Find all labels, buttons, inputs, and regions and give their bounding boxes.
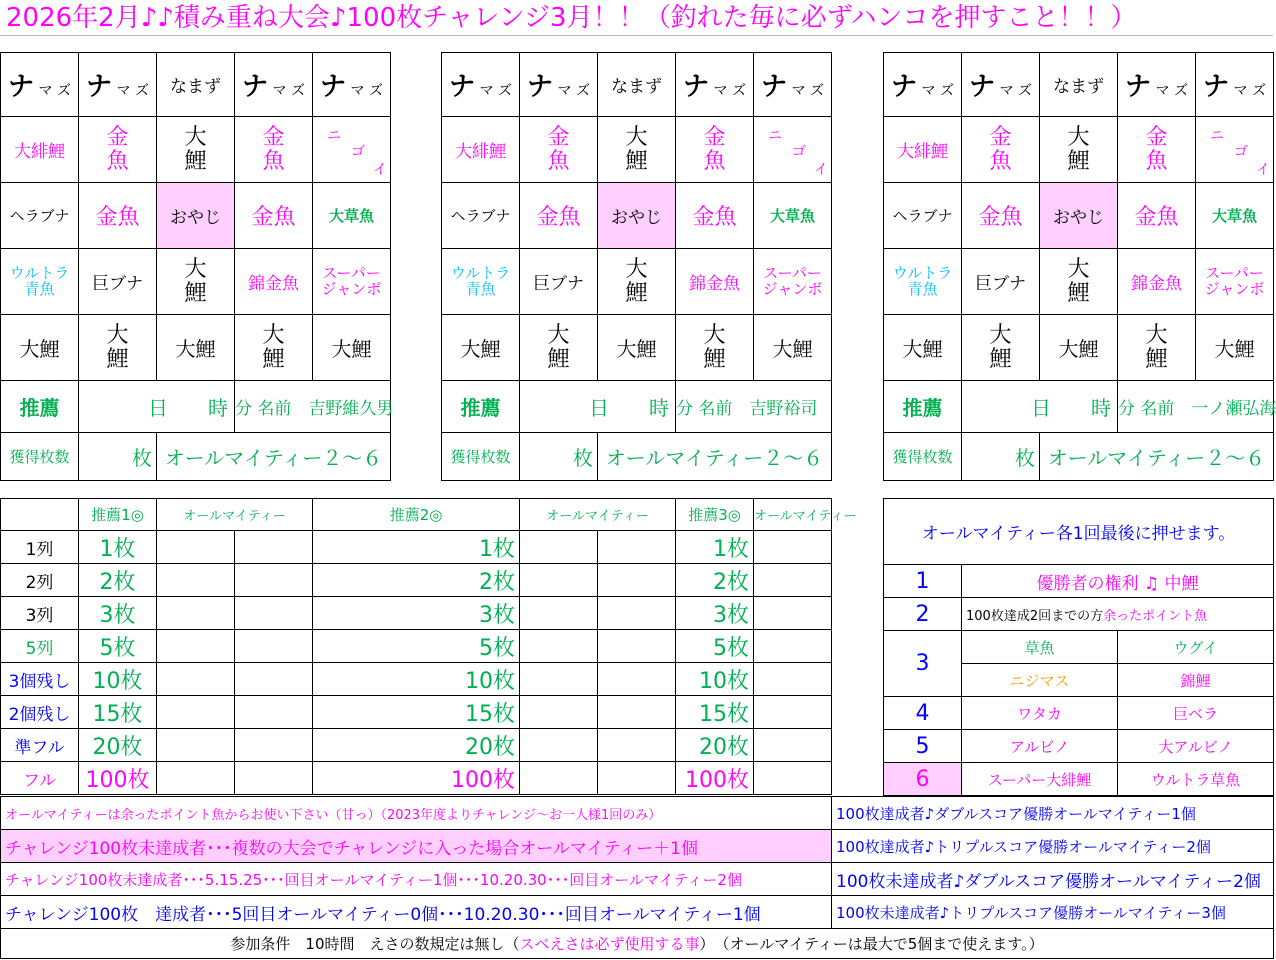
score-rec2-value: 5枚 xyxy=(313,630,520,663)
bingo-board-1 xyxy=(0,52,394,481)
score-rec2-value: 1枚 xyxy=(313,531,520,564)
board-3-allmighty: オールマイティー２～６ xyxy=(1040,433,1274,481)
right-3b: ウグイ xyxy=(1118,631,1274,664)
note-right-2: 100枚達成者♪トリプルスコア優勝オールマイティー2個 xyxy=(832,830,1274,863)
board-3-name: 分 名前 一ノ瀬弘海 xyxy=(1118,381,1274,433)
score-row-label: 5列 xyxy=(1,630,79,663)
board-3-cell-1-1: 金 魚 xyxy=(962,117,1040,183)
board-1-cell-3-2: 大 鯉 xyxy=(157,249,235,315)
score-am2-a xyxy=(520,729,598,762)
board-2-cell-3-4: スーパー ジャンボ xyxy=(754,249,832,315)
notes-table xyxy=(0,796,1274,959)
score-am1-a xyxy=(157,663,235,696)
board-2-cell-0-0: ナ マ ズ xyxy=(442,53,520,117)
board-3-cell-2-1: 金魚 xyxy=(962,183,1040,249)
board-3-cell-1-3: 金 魚 xyxy=(1118,117,1196,183)
board-2-cell-0-2: なまず xyxy=(598,53,676,117)
score-am2-b xyxy=(598,729,676,762)
board-1-cell-2-4: 大草魚 xyxy=(313,183,391,249)
board-2-cell-3-0: ウルトラ 青魚 xyxy=(442,249,520,315)
board-2-cell-1-0: 大緋鯉 xyxy=(442,117,520,183)
rights-header: オールマイティー各1回最後に押せます。 xyxy=(884,499,1274,565)
board-2-name: 分 名前 吉野裕司 xyxy=(676,381,832,433)
board-3-cell-0-4: ナ マ ズ xyxy=(1196,53,1274,117)
score-rec1-value: 3枚 xyxy=(79,597,157,630)
board-2-cell-2-0: ヘラブナ xyxy=(442,183,520,249)
score-am2-b xyxy=(598,564,676,597)
board-2-cell-0-1: ナ マ ズ xyxy=(520,53,598,117)
right-num-3: 3 xyxy=(884,631,962,697)
score-rec3-value: 3枚 xyxy=(676,597,754,630)
score-am2-b xyxy=(598,531,676,564)
board-3-cell-4-4: 大鯉 xyxy=(1196,315,1274,381)
board-1-count-unit: 枚 xyxy=(79,433,157,481)
board-1-cell-0-3: ナ マ ズ xyxy=(235,53,313,117)
board-2-recommend: 推薦 xyxy=(442,381,520,433)
board-2-cell-1-2: 大 鯉 xyxy=(598,117,676,183)
note-left-2: チャレンジ100枚未達成者･･･複数の大会でチャレンジに入った場合オールマイティー＋1個 xyxy=(1,830,832,863)
board-1-cell-4-4: 大鯉 xyxy=(313,315,391,381)
board-1-count-label: 獲得枚数 xyxy=(1,433,79,481)
score-row-label: 2個残し xyxy=(1,696,79,729)
right-4b: 巨ベラ xyxy=(1118,697,1274,730)
board-3-cell-2-4: 大草魚 xyxy=(1196,183,1274,249)
score-am3 xyxy=(754,762,832,795)
board-2-allmighty: オールマイティー２～６ xyxy=(598,433,832,481)
board-1-datetime: 日 時 xyxy=(79,381,235,433)
score-am1-b xyxy=(235,531,313,564)
right-1: 優勝者の権利 ♫ 中鯉 xyxy=(962,565,1274,598)
score-row-label: 3列 xyxy=(1,597,79,630)
board-2-cell-2-2: おやじ xyxy=(598,183,676,249)
score-table xyxy=(0,498,857,795)
board-2-cell-4-2: 大鯉 xyxy=(598,315,676,381)
board-3-cell-4-3: 大 鯉 xyxy=(1118,315,1196,381)
board-1-recommend: 推薦 xyxy=(1,381,79,433)
board-2-cell-0-4: ナ マ ズ xyxy=(754,53,832,117)
rights-table xyxy=(883,498,1274,796)
score-am3 xyxy=(754,531,832,564)
board-2-cell-2-3: 金魚 xyxy=(676,183,754,249)
board-3-cell-1-0: 大緋鯉 xyxy=(884,117,962,183)
score-am2-a xyxy=(520,597,598,630)
score-am1-a xyxy=(157,630,235,663)
board-3-cell-3-4: スーパー ジャンボ xyxy=(1196,249,1274,315)
board-1-cell-0-2: なまず xyxy=(157,53,235,117)
score-rec3-value: 20枚 xyxy=(676,729,754,762)
score-rec1-value: 15枚 xyxy=(79,696,157,729)
board-1-cell-2-0: ヘラブナ xyxy=(1,183,79,249)
board-1-cell-3-4: スーパー ジャンボ xyxy=(313,249,391,315)
right-3d: 錦鯉 xyxy=(1118,664,1274,697)
footer: 参加条件 10時間 えさの数規定は無し（スベえさは必ず使用する事） （オールマイティーは最大で5個まで使えます。） xyxy=(1,929,1274,959)
score-am1-a xyxy=(157,729,235,762)
score-rec3-value: 100枚 xyxy=(676,762,754,795)
board-1-cell-1-2: 大 鯉 xyxy=(157,117,235,183)
score-rec3-value: 15枚 xyxy=(676,696,754,729)
right-num-1: 1 xyxy=(884,565,962,598)
board-1-cell-1-1: 金 魚 xyxy=(79,117,157,183)
board-3-cell-0-1: ナ マ ズ xyxy=(962,53,1040,117)
score-rec2-value: 20枚 xyxy=(313,729,520,762)
board-3-cell-4-1: 大 鯉 xyxy=(962,315,1040,381)
board-3-cell-3-3: 錦金魚 xyxy=(1118,249,1196,315)
board-1-cell-3-0: ウルトラ 青魚 xyxy=(1,249,79,315)
score-am2-b xyxy=(598,597,676,630)
score-am1-b xyxy=(235,564,313,597)
right-6a: スーパー大緋鯉 xyxy=(962,763,1118,796)
score-rec2-value: 2枚 xyxy=(313,564,520,597)
right-6b: ウルトラ草魚 xyxy=(1118,763,1274,796)
score-rec1-value: 100枚 xyxy=(79,762,157,795)
score-header-rec2: 推薦2◎ xyxy=(313,499,520,531)
board-3-cell-2-2: おやじ xyxy=(1040,183,1118,249)
score-am2-b xyxy=(598,696,676,729)
board-2-cell-4-4: 大鯉 xyxy=(754,315,832,381)
board-3-cell-3-2: 大 鯉 xyxy=(1040,249,1118,315)
score-rec1-value: 20枚 xyxy=(79,729,157,762)
right-num-5: 5 xyxy=(884,730,962,763)
score-am1-b xyxy=(235,762,313,795)
board-3-count-label: 獲得枚数 xyxy=(884,433,962,481)
score-row-label: 準フル xyxy=(1,729,79,762)
score-am1-a xyxy=(157,597,235,630)
note-right-1: 100枚達成者♪ダブルスコア優勝オールマイティー1個 xyxy=(832,797,1274,830)
board-2-cell-3-1: 巨ブナ xyxy=(520,249,598,315)
score-am2-a xyxy=(520,564,598,597)
score-am1-b xyxy=(235,729,313,762)
board-1-cell-2-1: 金魚 xyxy=(79,183,157,249)
score-am2-a xyxy=(520,531,598,564)
board-2-cell-1-1: 金 魚 xyxy=(520,117,598,183)
score-am2-b xyxy=(598,663,676,696)
board-2-cell-3-2: 大 鯉 xyxy=(598,249,676,315)
score-rec1-value: 10枚 xyxy=(79,663,157,696)
score-am3 xyxy=(754,729,832,762)
board-3-cell-1-2: 大 鯉 xyxy=(1040,117,1118,183)
right-2: 100枚達成2回までの方余ったポイント魚 xyxy=(962,598,1274,631)
board-1-cell-4-1: 大 鯉 xyxy=(79,315,157,381)
board-1-cell-3-3: 錦金魚 xyxy=(235,249,313,315)
board-2-cell-2-4: 大草魚 xyxy=(754,183,832,249)
board-3-recommend: 推薦 xyxy=(884,381,962,433)
score-header-am3: オールマイティー xyxy=(754,499,832,531)
board-2-cell-0-3: ナ マ ズ xyxy=(676,53,754,117)
board-3-cell-1-4: ニ ゴ イ xyxy=(1196,117,1274,183)
right-5b: 大アルビノ xyxy=(1118,730,1274,763)
note-left-3: チャレンジ100枚未達成者･･･5.15.25･･･回目オールマイティー1個･･･10.20.30･･･回目オールマイティー2個 xyxy=(1,863,832,896)
score-am2-a xyxy=(520,696,598,729)
board-3-cell-3-1: 巨ブナ xyxy=(962,249,1040,315)
board-3-datetime: 日 時 xyxy=(962,381,1118,433)
score-row-label: 2列 xyxy=(1,564,79,597)
score-am2-a xyxy=(520,630,598,663)
board-1-cell-2-2: おやじ xyxy=(157,183,235,249)
score-rec2-value: 15枚 xyxy=(313,696,520,729)
board-1-name: 分 名前 吉野維久男 xyxy=(235,381,391,433)
board-2-cell-1-3: 金 魚 xyxy=(676,117,754,183)
right-num-2: 2 xyxy=(884,598,962,631)
score-am1-a xyxy=(157,531,235,564)
board-1-cell-4-3: 大 鯉 xyxy=(235,315,313,381)
score-am2-b xyxy=(598,762,676,795)
right-3c: ニジマス xyxy=(962,664,1118,697)
board-3-cell-3-0: ウルトラ 青魚 xyxy=(884,249,962,315)
score-am1-a xyxy=(157,762,235,795)
note-left-1: オールマイティーは余ったポイント魚からお使い下さい（甘っ）（2023年度よりチャレンジ～お一人様1回のみ） xyxy=(1,797,832,830)
score-rec2-value: 100枚 xyxy=(313,762,520,795)
score-rec2-value: 3枚 xyxy=(313,597,520,630)
page-title: 2026年2月♪♪積み重ね大会♪100枚チャレンジ3月！！（釣れた毎に必ずハンコを押すこと！！） xyxy=(0,0,1273,36)
score-am2-b xyxy=(598,630,676,663)
right-5a: アルビノ xyxy=(962,730,1118,763)
score-header-am1: オールマイティー xyxy=(157,499,313,531)
note-right-4: 100枚未達成者♪トリプルスコア優勝オールマイティー3個 xyxy=(832,896,1274,929)
score-am3 xyxy=(754,564,832,597)
board-1-cell-1-3: 金 魚 xyxy=(235,117,313,183)
board-2-cell-4-3: 大 鯉 xyxy=(676,315,754,381)
bingo-board-3 xyxy=(883,52,1274,481)
score-rec3-value: 5枚 xyxy=(676,630,754,663)
board-1-cell-1-4: ニ ゴ イ xyxy=(313,117,391,183)
board-1-cell-2-3: 金魚 xyxy=(235,183,313,249)
score-rec3-value: 10枚 xyxy=(676,663,754,696)
board-2-datetime: 日 時 xyxy=(520,381,676,433)
board-3-cell-2-3: 金魚 xyxy=(1118,183,1196,249)
right-3a: 草魚 xyxy=(962,631,1118,664)
score-rec1-value: 2枚 xyxy=(79,564,157,597)
board-3-count-unit: 枚 xyxy=(962,433,1040,481)
score-am1-a xyxy=(157,696,235,729)
board-1-cell-0-4: ナ マ ズ xyxy=(313,53,391,117)
score-am1-b xyxy=(235,597,313,630)
score-rec3-value: 2枚 xyxy=(676,564,754,597)
board-2-cell-4-0: 大鯉 xyxy=(442,315,520,381)
right-num-4: 4 xyxy=(884,697,962,730)
score-am1-b xyxy=(235,663,313,696)
board-3-cell-0-3: ナ マ ズ xyxy=(1118,53,1196,117)
score-rec3-value: 1枚 xyxy=(676,531,754,564)
score-rec1-value: 5枚 xyxy=(79,630,157,663)
board-2-cell-2-1: 金魚 xyxy=(520,183,598,249)
board-2-cell-1-4: ニ ゴ イ xyxy=(754,117,832,183)
score-header-rec3: 推薦3◎ xyxy=(676,499,754,531)
score-row-label: フル xyxy=(1,762,79,795)
score-am2-a xyxy=(520,663,598,696)
board-2-count-unit: 枚 xyxy=(520,433,598,481)
board-3-cell-4-2: 大鯉 xyxy=(1040,315,1118,381)
score-am3 xyxy=(754,597,832,630)
score-header-blank xyxy=(1,499,79,531)
note-right-3: 100枚未達成者♪ダブルスコア優勝オールマイティー2個 xyxy=(832,863,1274,896)
score-rec1-value: 1枚 xyxy=(79,531,157,564)
score-am3 xyxy=(754,630,832,663)
board-2-cell-4-1: 大 鯉 xyxy=(520,315,598,381)
score-am3 xyxy=(754,663,832,696)
board-1-cell-4-0: 大鯉 xyxy=(1,315,79,381)
score-am1-a xyxy=(157,564,235,597)
right-num-6: 6 xyxy=(884,763,962,796)
score-am1-b xyxy=(235,696,313,729)
score-rec2-value: 10枚 xyxy=(313,663,520,696)
right-4a: ワタカ xyxy=(962,697,1118,730)
board-3-cell-0-0: ナ マ ズ xyxy=(884,53,962,117)
board-1-cell-0-1: ナ マ ズ xyxy=(79,53,157,117)
score-am1-b xyxy=(235,630,313,663)
board-1-cell-1-0: 大緋鯉 xyxy=(1,117,79,183)
score-row-label: 3個残し xyxy=(1,663,79,696)
score-am2-a xyxy=(520,762,598,795)
score-header-rec1: 推薦1◎ xyxy=(79,499,157,531)
score-row-label: 1列 xyxy=(1,531,79,564)
board-3-cell-0-2: なまず xyxy=(1040,53,1118,117)
bingo-board-2 xyxy=(441,52,832,481)
board-1-cell-0-0: ナ マ ズ xyxy=(1,53,79,117)
board-3-cell-4-0: 大鯉 xyxy=(884,315,962,381)
board-1-cell-4-2: 大鯉 xyxy=(157,315,235,381)
board-2-cell-3-3: 錦金魚 xyxy=(676,249,754,315)
board-1-cell-3-1: 巨ブナ xyxy=(79,249,157,315)
note-left-4: チャレンジ100枚 達成者･･･5回目オールマイティー0個･･･10.20.30･･･回目オールマイティー1個 xyxy=(1,896,832,929)
board-2-count-label: 獲得枚数 xyxy=(442,433,520,481)
score-am3 xyxy=(754,696,832,729)
board-3-cell-2-0: ヘラブナ xyxy=(884,183,962,249)
score-header-am2: オールマイティー xyxy=(520,499,676,531)
board-1-allmighty: オールマイティー２～６ xyxy=(157,433,391,481)
